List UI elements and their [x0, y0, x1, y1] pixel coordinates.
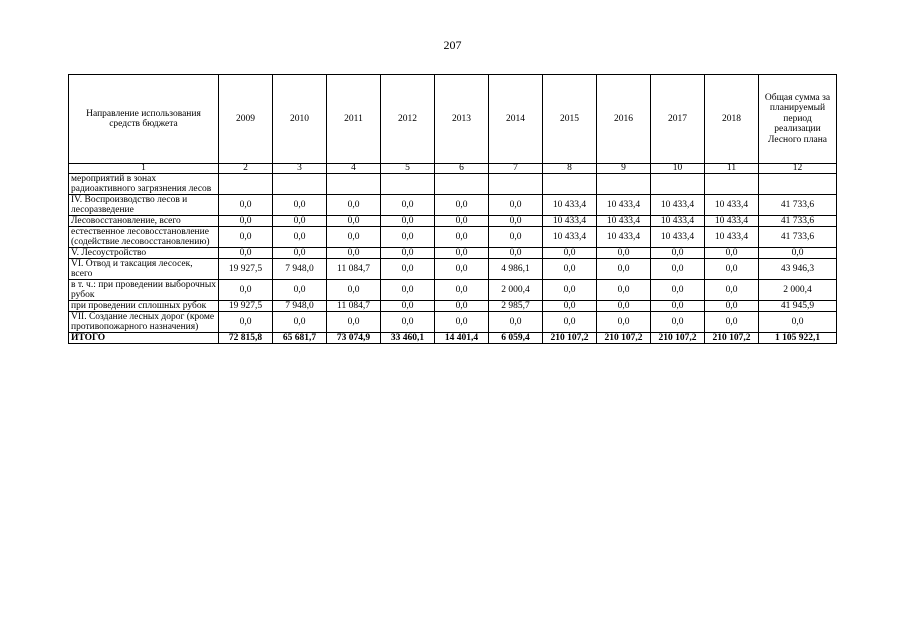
row-value-cell: 0,0 — [705, 301, 759, 312]
row-value-cell: 0,0 — [273, 195, 327, 216]
header-year: 2010 — [273, 75, 327, 164]
row-value-cell: 0,0 — [327, 248, 381, 259]
row-value-cell: 0,0 — [705, 259, 759, 280]
row-value-cell: 0,0 — [435, 259, 489, 280]
table-row — [69, 174, 837, 195]
column-index-cell: 9 — [597, 164, 651, 174]
column-index-cell: 12 — [759, 164, 837, 174]
row-value-cell: 2 000,4 — [759, 280, 837, 301]
row-value-cell: 0,0 — [435, 227, 489, 248]
row-value-cell — [219, 174, 273, 195]
row-value-cell: 10 433,4 — [651, 195, 705, 216]
row-value-cell: 0,0 — [597, 301, 651, 312]
column-index-row — [69, 164, 837, 174]
column-index-cell: 5 — [381, 164, 435, 174]
row-label: Лесовосстановление, всего — [69, 216, 219, 227]
total-value-cell: 6 059,4 — [489, 333, 543, 344]
row-value-cell: 0,0 — [219, 216, 273, 227]
row-value-cell: 43 946,3 — [759, 259, 837, 280]
row-value-cell: 2 985,7 — [489, 301, 543, 312]
row-value-cell — [651, 174, 705, 195]
row-value-cell: 19 927,5 — [219, 259, 273, 280]
row-value-cell: 10 433,4 — [651, 216, 705, 227]
row-value-cell — [759, 174, 837, 195]
row-value-cell: 0,0 — [705, 248, 759, 259]
total-value-cell: 1 105 922,1 — [759, 333, 837, 344]
header-year: 2012 — [381, 75, 435, 164]
row-value-cell: 41 945,9 — [759, 301, 837, 312]
row-value-cell: 0,0 — [435, 195, 489, 216]
row-value-cell: 7 948,0 — [273, 259, 327, 280]
row-value-cell: 0,0 — [381, 216, 435, 227]
row-label: IV. Воспроизводство лесов и лесоразведение — [69, 195, 219, 216]
row-value-cell: 0,0 — [327, 195, 381, 216]
row-value-cell: 0,0 — [381, 195, 435, 216]
row-value-cell: 0,0 — [381, 227, 435, 248]
row-value-cell: 0,0 — [489, 216, 543, 227]
column-index-cell: 3 — [273, 164, 327, 174]
row-value-cell: 0,0 — [759, 248, 837, 259]
table-row — [69, 312, 837, 333]
column-index-cell: 6 — [435, 164, 489, 174]
header-year: 2016 — [597, 75, 651, 164]
row-value-cell: 41 733,6 — [759, 216, 837, 227]
row-value-cell: 0,0 — [651, 259, 705, 280]
row-value-cell: 0,0 — [219, 227, 273, 248]
header-year: 2015 — [543, 75, 597, 164]
row-value-cell — [381, 174, 435, 195]
row-value-cell: 0,0 — [489, 248, 543, 259]
row-value-cell: 0,0 — [543, 301, 597, 312]
total-value-cell: 210 107,2 — [597, 333, 651, 344]
row-value-cell: 10 433,4 — [705, 216, 759, 227]
row-value-cell: 0,0 — [219, 248, 273, 259]
table-row — [69, 195, 837, 216]
row-value-cell: 0,0 — [489, 195, 543, 216]
row-label: V. Лесоустройство — [69, 248, 219, 259]
column-index-cell: 11 — [705, 164, 759, 174]
total-value-cell: 14 401,4 — [435, 333, 489, 344]
row-value-cell — [327, 174, 381, 195]
row-value-cell: 0,0 — [381, 312, 435, 333]
budget-table — [68, 74, 837, 344]
row-value-cell: 10 433,4 — [651, 227, 705, 248]
row-label: VI. Отвод и таксация лесосек, всего — [69, 259, 219, 280]
table-row — [69, 248, 837, 259]
row-value-cell: 0,0 — [327, 227, 381, 248]
table-row — [69, 259, 837, 280]
total-value-cell: 65 681,7 — [273, 333, 327, 344]
row-value-cell: 11 084,7 — [327, 259, 381, 280]
row-value-cell: 4 986,1 — [489, 259, 543, 280]
row-value-cell: 0,0 — [273, 280, 327, 301]
row-value-cell: 2 000,4 — [489, 280, 543, 301]
header-year: 2009 — [219, 75, 273, 164]
row-value-cell — [705, 174, 759, 195]
header-direction: Направление использования средств бюджета — [69, 75, 219, 164]
row-value-cell: 0,0 — [489, 227, 543, 248]
row-value-cell: 0,0 — [651, 301, 705, 312]
row-value-cell: 0,0 — [543, 259, 597, 280]
row-value-cell: 0,0 — [597, 312, 651, 333]
table-row — [69, 227, 837, 248]
row-value-cell: 0,0 — [759, 312, 837, 333]
table-header — [69, 75, 837, 174]
row-value-cell: 0,0 — [435, 301, 489, 312]
row-value-cell: 0,0 — [651, 248, 705, 259]
row-label: в т. ч.: при проведении выборочных рубок — [69, 280, 219, 301]
total-value-cell: 72 815,8 — [219, 333, 273, 344]
row-value-cell: 0,0 — [273, 312, 327, 333]
row-value-cell: 0,0 — [435, 216, 489, 227]
row-value-cell: 0,0 — [381, 280, 435, 301]
page-number: 207 — [443, 38, 462, 52]
row-value-cell: 0,0 — [435, 248, 489, 259]
column-index-cell: 10 — [651, 164, 705, 174]
row-value-cell: 0,0 — [273, 248, 327, 259]
row-value-cell: 41 733,6 — [759, 195, 837, 216]
row-value-cell: 0,0 — [381, 259, 435, 280]
column-index-cell: 7 — [489, 164, 543, 174]
row-label: мероприятий в зонах радиоактивного загрязнения лесов — [69, 174, 219, 195]
total-value-cell: 210 107,2 — [651, 333, 705, 344]
row-value-cell: 0,0 — [597, 280, 651, 301]
row-value-cell: 0,0 — [327, 312, 381, 333]
row-value-cell: 11 084,7 — [327, 301, 381, 312]
row-value-cell: 0,0 — [705, 312, 759, 333]
header-year: 2014 — [489, 75, 543, 164]
total-label: ИТОГО — [69, 333, 219, 344]
row-value-cell: 19 927,5 — [219, 301, 273, 312]
row-value-cell: 10 433,4 — [543, 227, 597, 248]
row-value-cell — [435, 174, 489, 195]
header-year: 2017 — [651, 75, 705, 164]
row-value-cell: 10 433,4 — [543, 216, 597, 227]
row-value-cell: 0,0 — [651, 280, 705, 301]
header-total: Общая сумма за планируемый период реализации Лесного плана — [759, 75, 837, 164]
row-value-cell — [597, 174, 651, 195]
row-value-cell: 0,0 — [489, 312, 543, 333]
table-row — [69, 216, 837, 227]
row-value-cell: 0,0 — [273, 216, 327, 227]
row-value-cell: 0,0 — [651, 312, 705, 333]
row-value-cell — [273, 174, 327, 195]
row-value-cell — [543, 174, 597, 195]
row-value-cell: 41 733,6 — [759, 227, 837, 248]
row-value-cell: 10 433,4 — [597, 216, 651, 227]
header-year: 2011 — [327, 75, 381, 164]
row-label: естественное лесовосстановление (содействие лесовосстановлению) — [69, 227, 219, 248]
row-value-cell: 7 948,0 — [273, 301, 327, 312]
column-index-cell: 1 — [69, 164, 219, 174]
row-value-cell — [489, 174, 543, 195]
table-body — [69, 174, 837, 344]
row-value-cell: 0,0 — [435, 312, 489, 333]
column-index-cell: 2 — [219, 164, 273, 174]
row-value-cell: 0,0 — [273, 227, 327, 248]
total-value-cell: 210 107,2 — [543, 333, 597, 344]
row-value-cell: 10 433,4 — [597, 195, 651, 216]
row-value-cell: 0,0 — [327, 216, 381, 227]
total-value-cell: 73 074,9 — [327, 333, 381, 344]
row-value-cell: 0,0 — [435, 280, 489, 301]
row-label: VII. Создание лесных дорог (кроме противопожарного назначения) — [69, 312, 219, 333]
row-value-cell: 10 433,4 — [597, 227, 651, 248]
row-value-cell: 10 433,4 — [705, 227, 759, 248]
header-year: 2018 — [705, 75, 759, 164]
row-value-cell: 0,0 — [597, 248, 651, 259]
row-value-cell: 0,0 — [543, 312, 597, 333]
total-value-cell: 33 460,1 — [381, 333, 435, 344]
row-value-cell: 0,0 — [219, 312, 273, 333]
row-label: при проведении сплошных рубок — [69, 301, 219, 312]
row-value-cell: 10 433,4 — [543, 195, 597, 216]
row-value-cell: 0,0 — [219, 195, 273, 216]
row-value-cell: 0,0 — [381, 301, 435, 312]
row-value-cell: 0,0 — [219, 280, 273, 301]
column-index-cell: 8 — [543, 164, 597, 174]
column-index-cell: 4 — [327, 164, 381, 174]
row-value-cell: 0,0 — [705, 280, 759, 301]
table-row — [69, 301, 837, 312]
table-row — [69, 280, 837, 301]
row-value-cell: 0,0 — [543, 248, 597, 259]
row-value-cell: 0,0 — [597, 259, 651, 280]
total-value-cell: 210 107,2 — [705, 333, 759, 344]
row-value-cell: 0,0 — [327, 280, 381, 301]
row-value-cell: 10 433,4 — [705, 195, 759, 216]
row-value-cell: 0,0 — [543, 280, 597, 301]
total-row — [69, 333, 837, 344]
header-year: 2013 — [435, 75, 489, 164]
header-row — [69, 75, 837, 164]
row-value-cell: 0,0 — [381, 248, 435, 259]
